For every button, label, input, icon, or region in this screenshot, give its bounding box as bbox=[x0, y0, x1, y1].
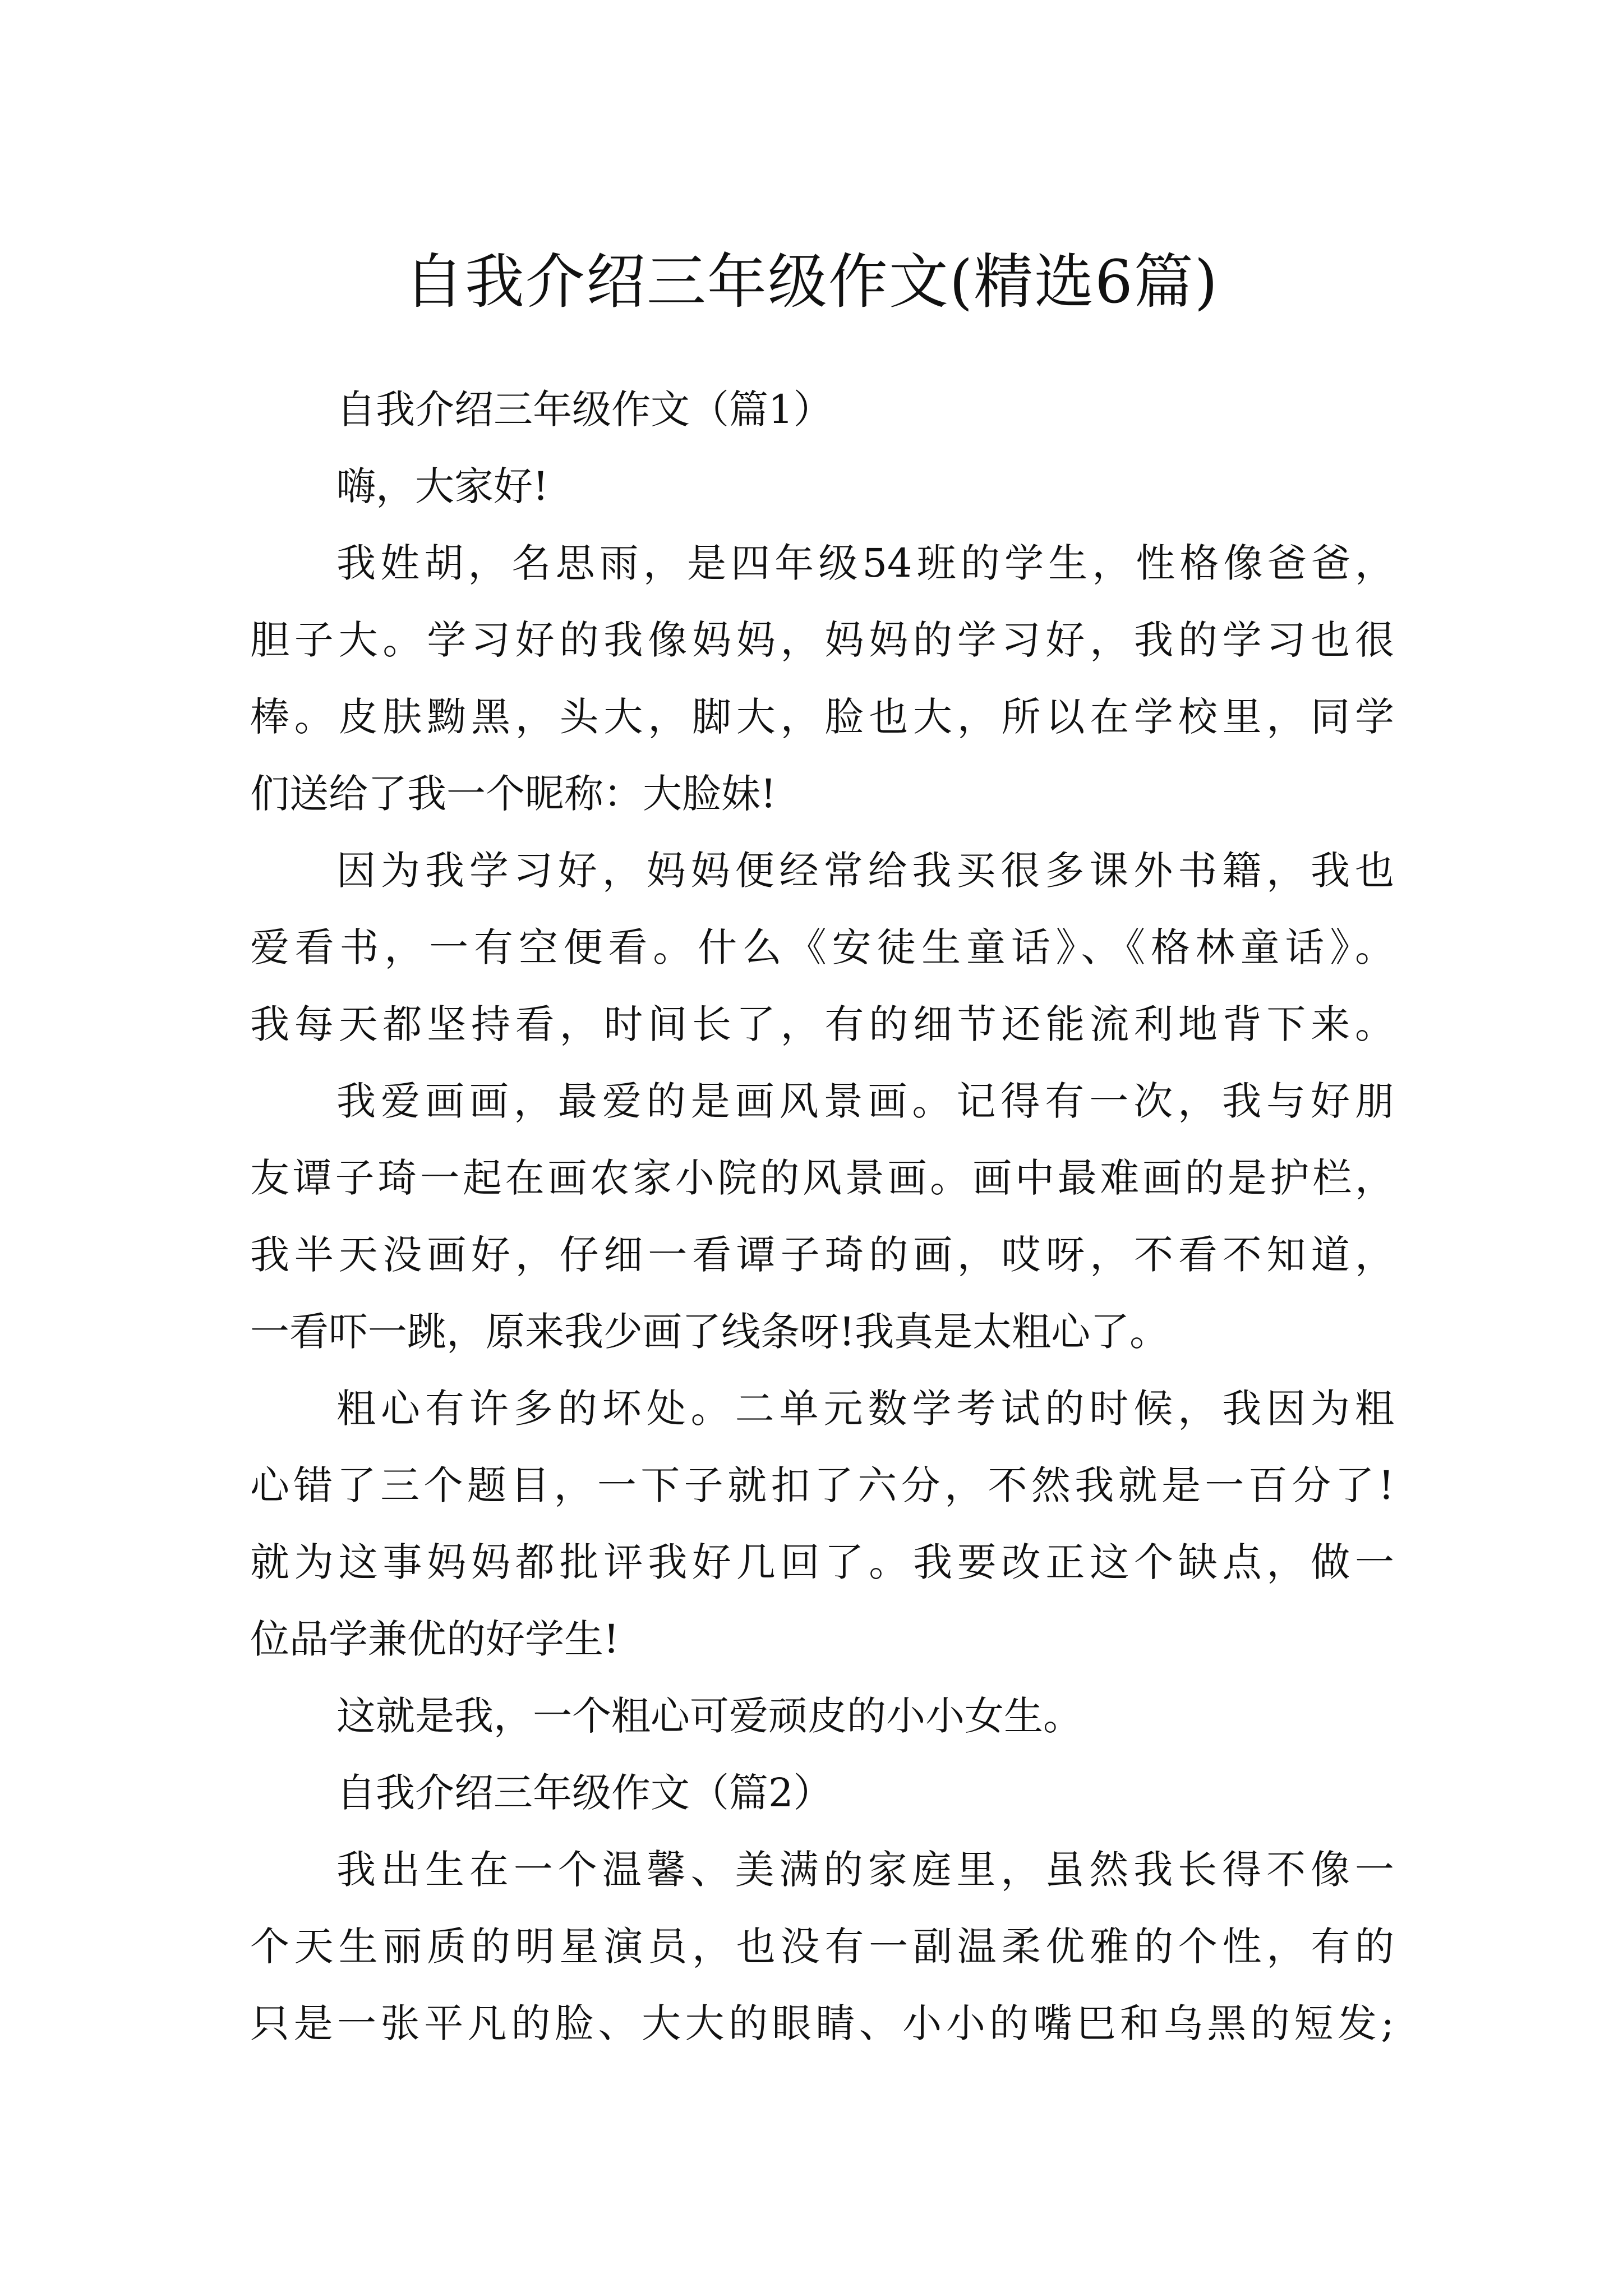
body-line: 胆子大。学习好的我像妈妈，妈妈的学习好，我的学习也很 bbox=[250, 617, 1394, 663]
body-line: 嗨，大家好! bbox=[336, 463, 549, 509]
body-line: 我爱画画，最爱的是画风景画。记得有一次，我与好朋 bbox=[336, 1078, 1394, 1124]
body-line: 我每天都坚持看，时间长了，有的细节还能流利地背下来。 bbox=[250, 1001, 1394, 1047]
document-title: 自我介绍三年级作文(精选6篇) bbox=[404, 247, 1219, 317]
body-line: 因为我学习好，妈妈便经常给我买很多课外书籍，我也 bbox=[336, 848, 1394, 894]
body-line: 友谭子琦一起在画农家小院的风景画。画中最难画的是护栏， bbox=[250, 1155, 1394, 1201]
document-body bbox=[250, 371, 1394, 2062]
body-line: 我半天没画好，仔细一看谭子琦的画，哎呀，不看不知道， bbox=[250, 1232, 1394, 1278]
body-line: 这就是我，一个粗心可爱顽皮的小小女生。 bbox=[336, 1693, 1082, 1739]
body-line: 自我介绍三年级作文（篇2） bbox=[336, 1770, 833, 1816]
body-line: 只是一张平凡的脸、大大的眼睛、小小的嘴巴和乌黑的短发; bbox=[250, 2000, 1394, 2046]
body-line: 位品学兼优的好学生! bbox=[250, 1616, 620, 1662]
body-line: 我姓胡，名思雨，是四年级54班的学生，性格像爸爸， bbox=[336, 540, 1394, 586]
body-line: 们送给了我一个昵称：大脸妹! bbox=[250, 771, 777, 817]
body-line: 自我介绍三年级作文（篇1） bbox=[336, 386, 833, 432]
body-line: 就为这事妈妈都批评我好几回了。我要改正这个缺点，做一 bbox=[250, 1539, 1394, 1585]
body-line: 粗心有许多的坏处。二单元数学考试的时候，我因为粗 bbox=[336, 1386, 1394, 1432]
body-line: 心错了三个题目，一下子就扣了六分，不然我就是一百分了! bbox=[250, 1462, 1394, 1508]
body-line: 一看吓一跳，原来我少画了线条呀!我真是太粗心了。 bbox=[250, 1309, 1169, 1355]
body-line: 个天生丽质的明星演员，也没有一副温柔优雅的个性，有的 bbox=[250, 1924, 1394, 1970]
body-line: 爱看书，一有空便看。什么《安徒生童话》、《格林童话》。 bbox=[250, 924, 1394, 970]
body-line: 棒。皮肤黝黑，头大，脚大，脸也大，所以在学校里，同学 bbox=[250, 694, 1394, 740]
body-line: 我出生在一个温馨、美满的家庭里，虽然我长得不像一 bbox=[336, 1847, 1394, 1893]
